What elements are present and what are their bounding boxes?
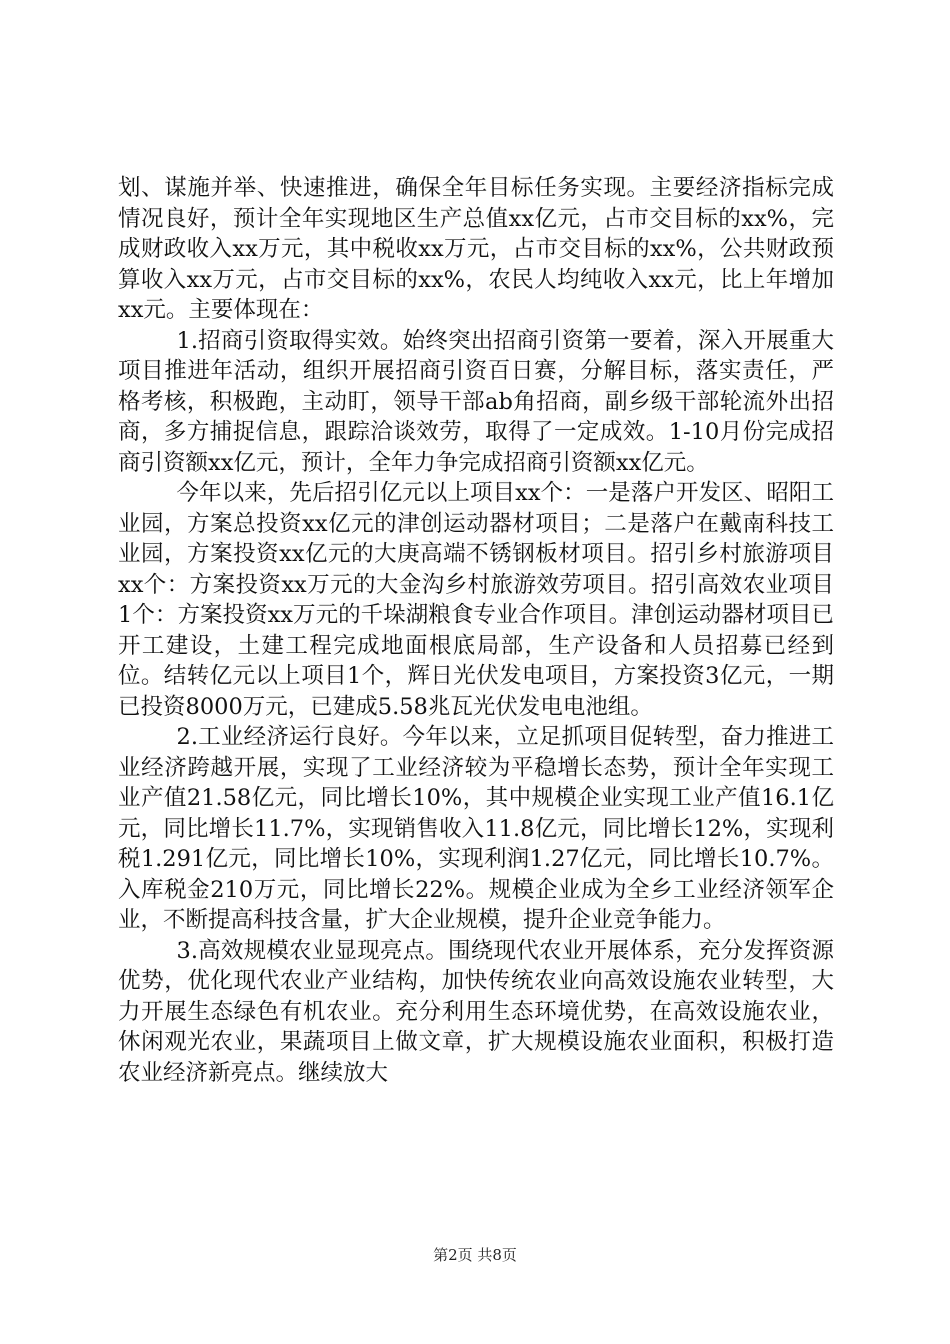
paragraph-industry: 2.工业经济运行良好。今年以来，立足抓项目促转型，奋力推进工业经济跨越开展，实现了工业经济较为平稳增长态势，预计全年实现工业产值21.58亿元，同比增长10%，其中规模企业实现工业产值16.1亿元，同比增长11.7%，实现销售收入11.8亿元，同比增长12%，实现利税1.291亿元，同比增长10%，实现利润1.27亿元，同比增长10.7%。入库税金210万元，同比增长22%。规模企业成为全乡工业经济领军企业，不断提高科技含量，扩大企业规模，提升企业竞争能力。 — [118, 724, 834, 933]
paragraph-investment: 1.招商引资取得实效。始终突出招商引资第一要着，深入开展重大项目推进年活动，组织开展招商引资百日赛，分解目标，落实责任，严格考核，积极跑，主动盯，领导干部ab角招商，副乡级干部轮流外出招商，多方捕捉信息，跟踪洽谈效劳，取得了一定成效。1-10月份完成招商引资额xx亿元，预计，全年力争完成招商引资额xx亿元。 — [118, 327, 834, 476]
page-footer: 第2页 共8页 — [433, 1246, 517, 1264]
paragraph-projects: 今年以来，先后招引亿元以上项目xx个：一是落户开发区、昭阳工业园，方案总投资xx亿元的津创运动器材项目；二是落户在戴南科技工业园，方案投资xx亿元的大庚高端不锈钢板材项目。招引乡村旅游项目xx个：方案投资xx万元的大金沟乡村旅游效劳项目。招引高效农业项目1个：方案投资xx万元的千垛湖粮食专业合作项目。津创运动器材项目已开工建设，土建工程完成地面根底局部，生产设备和人员招募已经到位。结转亿元以上项目1个，辉日光伏发电项目，方案投资3亿元，一期已投资8000万元，已建成5.58兆瓦光伏发电电池组。 — [118, 480, 834, 720]
paragraph-agriculture: 3.高效规模农业显现亮点。围绕现代农业开展体系，充分发挥资源优势，优化现代农业产业结构，加快传统农业向高效设施农业转型，大力开展生态绿色有机农业。充分利用生态环境优势，在高效设施农业，休闲观光农业，果蔬项目上做文章，扩大规模设施农业面积，积极打造农业经济新亮点。继续放大 — [118, 937, 834, 1086]
paragraph-continuation: 划、谋施并举、快速推进，确保全年目标任务实现。主要经济指标完成情况良好，预计全年实现地区生产总值xx亿元，占市交目标的xx%，完成财政收入xx万元，其中税收xx万元，占市交目标的xx%，公共财政预算收入xx万元，占市交目标的xx%，农民人均纯收入xx元，比上年增加xx元。主要体现在： — [118, 175, 834, 323]
document-body — [118, 173, 834, 1088]
